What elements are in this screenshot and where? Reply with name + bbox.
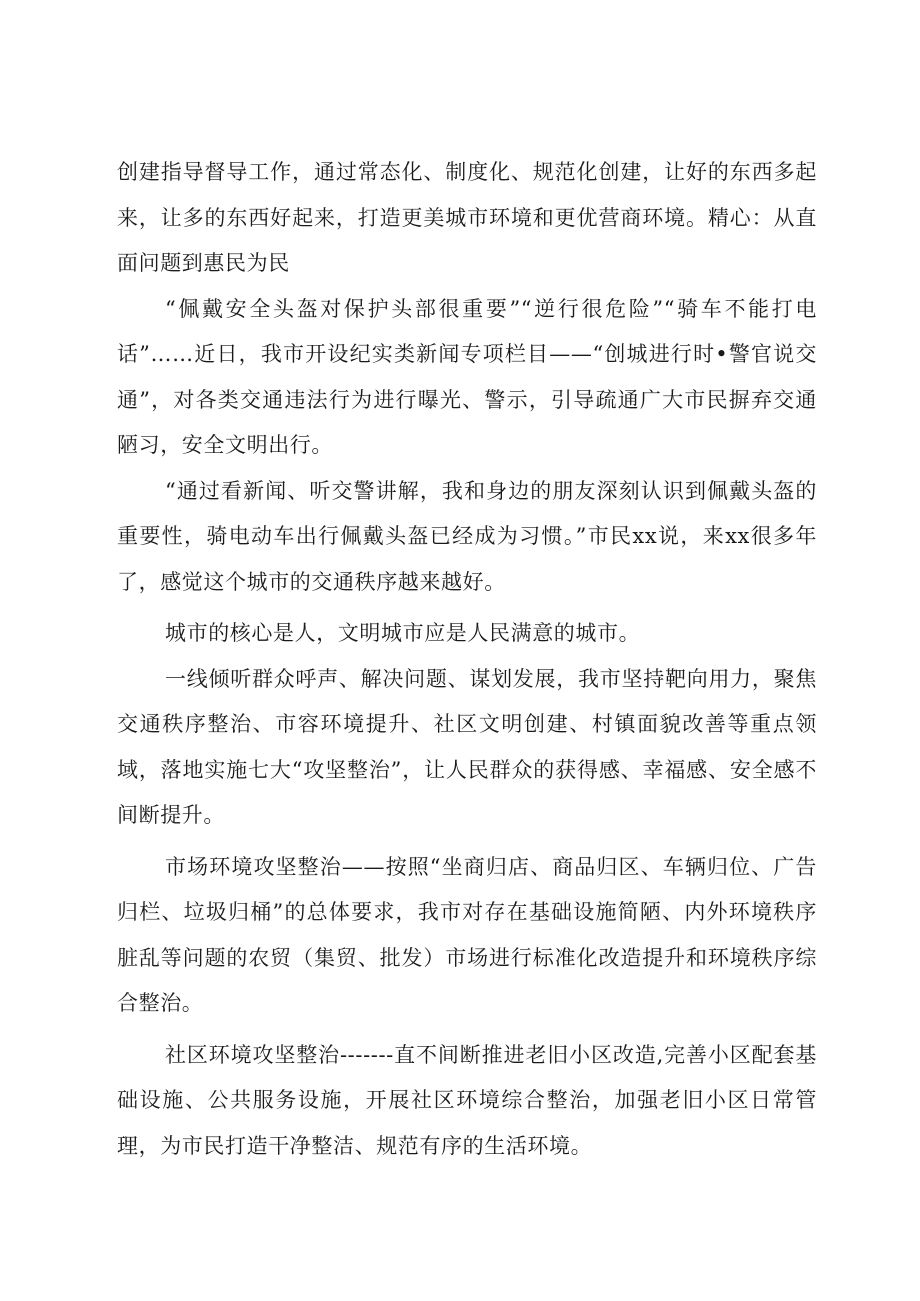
paragraph-traffic-column: “佩戴安全头盔对保护头部很重要”“逆行很危险”“骑车不能打电话”……近日，我市开设纪实类新闻专项栏目——“创城进行时•警官说交通”，对各类交通违法行为进行曝光、警示，引导疏通广大市民摒弃交通陋习，安全文明出行。	[117, 296, 817, 457]
document-body	[117, 150, 817, 1169]
paragraph-market-rectification: 市场环境攻坚整治——按照“坐商归店、商品归区、车辆归位、广告归栏、垃圾归桶”的总体要求，我市对存在基础设施简陋、内外环境秩序脏乱等问题的农贸（集贸、批发）市场进行标准化改造提升和环境秩序综合整治。	[117, 854, 817, 1015]
paragraph-citizen-quote: “通过看新闻、听交警讲解，我和身边的朋友深刻认识到佩戴头盔的重要性，骑电动车出行佩戴头盔已经成为习惯。”市民xx说，来xx很多年了，感觉这个城市的交通秩序越来越好。	[117, 478, 817, 594]
paragraph-creation-guidance: 创建指导督导工作，通过常态化、制度化、规范化创建，让好的东西多起来，让多的东西好起来，打造更美城市环境和更优营商环境。精心：从直面问题到惠民为民	[117, 160, 817, 275]
paragraph-key-areas: 一线倾听群众呼声、解决问题、谋划发展，我市坚持靶向用力，聚焦交通秩序整治、市容环境提升、社区文明创建、村镇面貌改善等重点领域，落地实施七大“攻坚整治”，让人民群众的获得感、幸福感、安全感不间断提升。	[117, 666, 817, 827]
paragraph-city-core: 城市的核心是人，文明城市应是人民满意的城市。	[165, 621, 641, 645]
paragraph-community-rectification: 社区环境攻坚整治-------直不间断推进老旧小区改造,完善小区配套基础设施、公共服务设施，开展社区环境综合整治，加强老旧小区日常管理，为市民打造干净整洁、规范有序的生活环境。	[117, 1042, 817, 1158]
